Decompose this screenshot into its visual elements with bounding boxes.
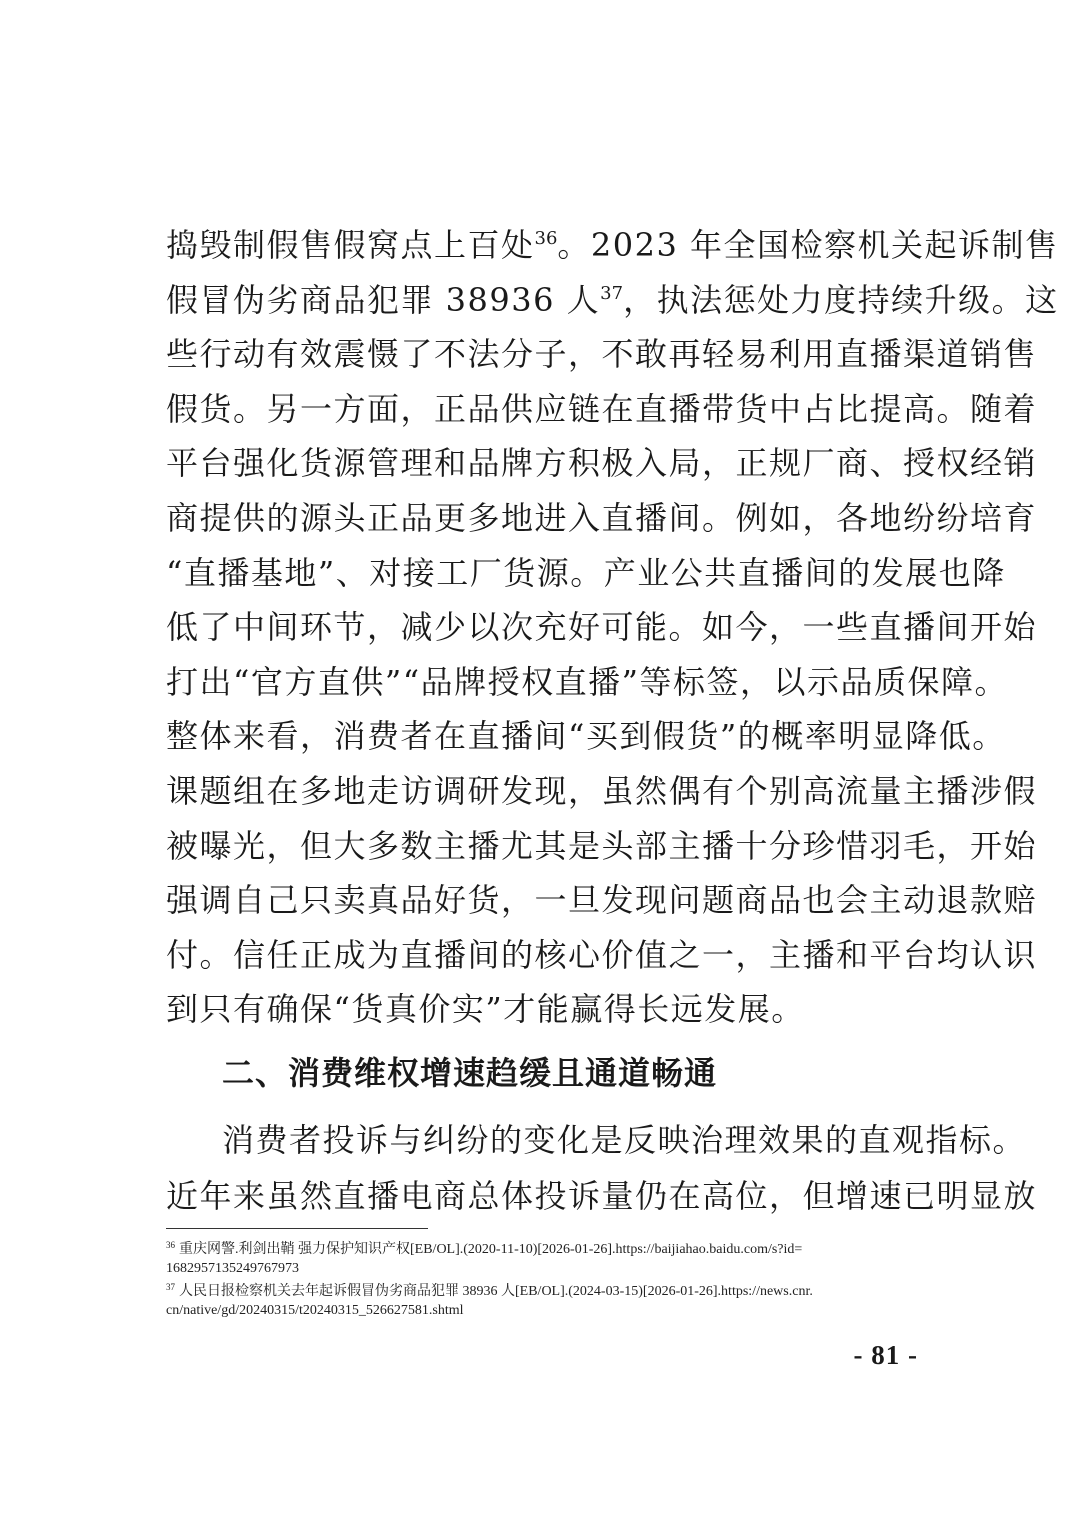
text-line (166, 436, 1038, 491)
footnote-separator (166, 1228, 428, 1229)
text-line (166, 327, 1038, 382)
footnote-reference: 36 (534, 228, 558, 249)
footnote-line: cn/native/gd/20240315/t20240315_526627581.shtml (166, 1302, 464, 1318)
text-segment: 强调自己只卖真品好货，一旦发现问题商品也会主动退款赔 (166, 881, 1038, 920)
footnote-line (166, 1236, 918, 1260)
text-line (166, 546, 1006, 601)
footnote-line: 1682957135249767973 (166, 1260, 299, 1276)
text-line (166, 982, 926, 1037)
text-line (166, 764, 1038, 819)
text-line (166, 218, 1059, 273)
text-line (166, 382, 1038, 437)
body-paragraph (166, 218, 1059, 1037)
text-segment: 假货。另一方面，正品供应链在直播带货中占比提高。随着 (166, 389, 1038, 428)
text-segment: 整体来看，消费者在直播间“买到假货”的概率明显降低。 (166, 717, 1006, 756)
text-segment: ，执法惩处力度持续升级。这 (623, 280, 1059, 319)
footnotes (166, 1236, 918, 1320)
text-line (166, 600, 1038, 655)
text-segment: 打出“官方直供”“品牌授权直播”等标签，以示品质保障。 (166, 662, 1008, 701)
body-paragraph-2 (166, 1112, 1038, 1224)
text-segment: 被曝光，但大多数主播尤其是头部主播十分珍惜羽毛，开始 (166, 826, 1038, 865)
footnote-36 (166, 1236, 918, 1278)
text-line: 近年来虽然直播电商总体投诉量仍在高位，但增速已明显放 (166, 1177, 1038, 1215)
text-line (166, 819, 1038, 874)
text-segment: 到只有确保“货真价实”才能赢得长远发展。 (166, 990, 805, 1029)
section-heading: 二、消费维权增速趋缓且通道畅通 (222, 1054, 718, 1092)
text-segment: 捣毁制假售假窝点上百处 (166, 226, 535, 264)
text-segment: 假冒伪劣商品犯罪 38936 人 (166, 280, 601, 319)
footnote-text: 重庆网警.利剑出鞘 强力保护知识产权[EB/OL].(2020-11-10)[2026-01-26].https://baijiahao.baidu.com/s?id= (179, 1242, 803, 1257)
text-segment: “直播基地”、对接工厂货源。产业公共直播间的发展也降 (166, 553, 1006, 592)
text-line (166, 491, 1038, 546)
text-line (166, 655, 1008, 710)
text-segment: 平台强化货源管理和品牌方积极入局，正规厂商、授权经销 (166, 444, 1038, 483)
footnote-mark: 36 (166, 1240, 175, 1250)
footnote-37 (166, 1278, 918, 1320)
text-segment: 付。信任正成为直播间的核心价值之一，主播和平台均认识 (166, 935, 1038, 974)
footnote-text: 人民日报检察机关去年起诉假冒伪劣商品犯罪 38936 人[EB/OL].(2024-03-15)[2026-01-26].https://news.cnr. (179, 1284, 813, 1299)
text-segment: 些行动有效震慑了不法分子，不敢再轻易利用直播渠道销售 (166, 335, 1038, 374)
text-line (166, 273, 1059, 328)
text-line (166, 709, 1006, 764)
footnote-line (166, 1278, 918, 1302)
page-number: - 81 - (853, 1340, 918, 1370)
text-line (166, 928, 1038, 983)
text-line (166, 873, 1038, 928)
text-segment: 。2023 年全国检察机关起诉制售 (557, 226, 1059, 264)
footnote-mark: 37 (166, 1282, 175, 1292)
text-segment: 低了中间环节，减少以次充好可能。如今，一些直播间开始 (166, 608, 1038, 647)
footnote-reference: 37 (600, 282, 624, 304)
text-line: 消费者投诉与纠纷的变化是反映治理效果的直观指标。 (222, 1121, 1027, 1159)
text-segment: 商提供的源头正品更多地进入直播间。例如，各地纷纷培育 (166, 498, 1038, 537)
text-segment: 课题组在多地走访调研发现，虽然偶有个别高流量主播涉假 (166, 771, 1038, 810)
